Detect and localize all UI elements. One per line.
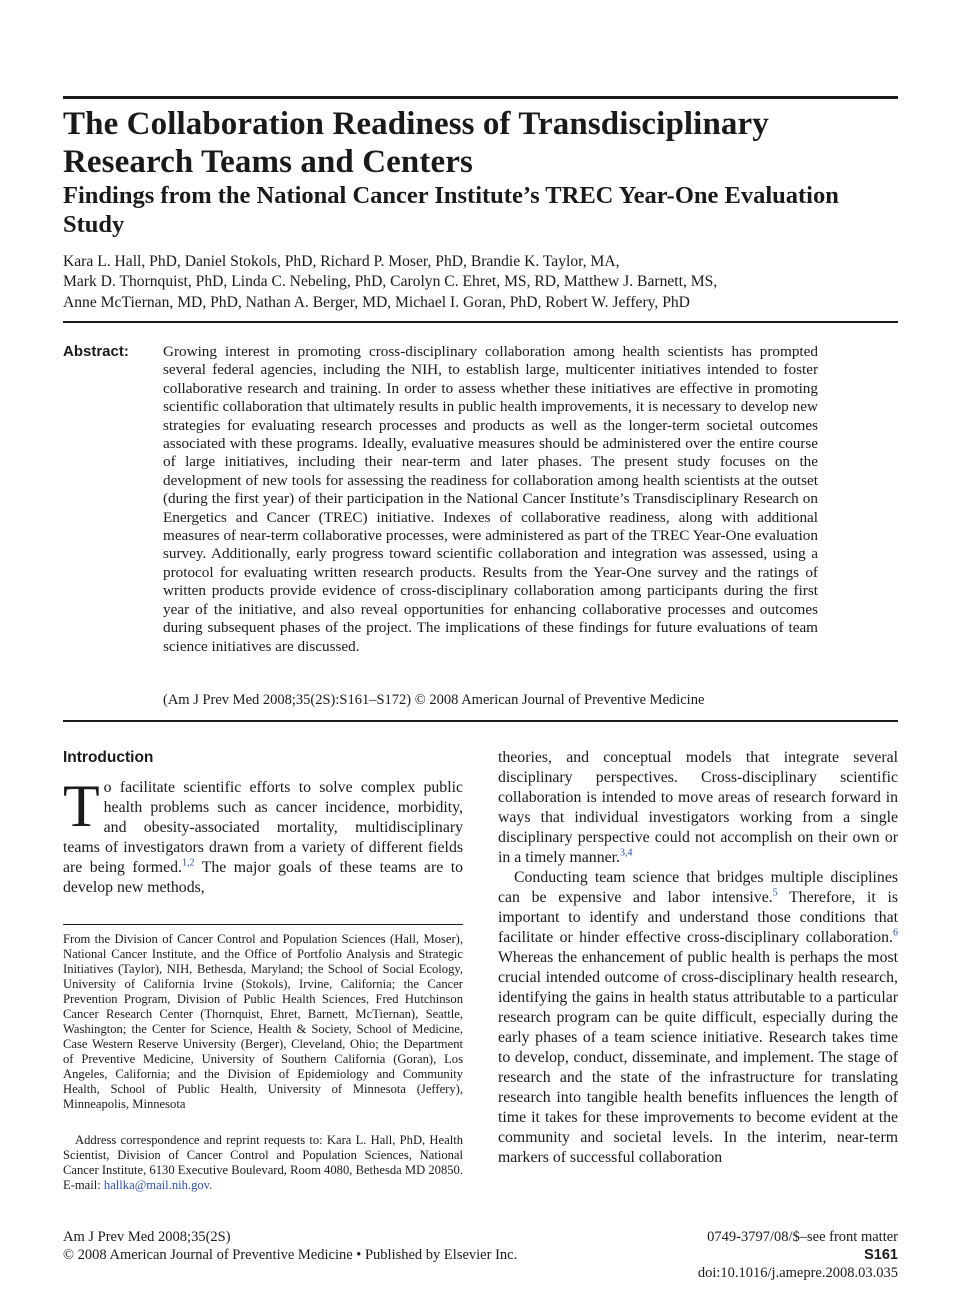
correspondence-text: Address correspondence and reprint requests to: Kara L. Hall, PhD, Health Scientist, Division of Cancer Control and Population Sciences, National Cancer Institute, 6130 Executive Boulevard, Room 4080, Bethesda MD 20850. E-mail: — [63, 1133, 463, 1192]
intro-text: o facilitate scientific efforts to solve complex public health problems such as cancer incidence, morbidity, and obesity-associated mortality, multidisciplinary teams of investigators drawn from a variety of different fields are being formed. — [63, 779, 463, 876]
author-line: Anne McTiernan, MD, PhD, Nathan A. Berger, MD, Michael I. Goran, PhD, Robert W. Jeffery, PhD — [63, 293, 690, 311]
article-title: The Collaboration Readiness of Transdisciplinary Research Teams and Centers — [63, 106, 769, 180]
email-link[interactable]: hallka@mail.nih.gov. — [103, 1178, 213, 1192]
top-rule — [63, 96, 898, 99]
body-text: theories, and conceptual models that integrate several disciplinary perspectives. Cross-disciplinary scientific collaboration is intended to move areas of research forward in ways that individual investigators working from a single disciplinary perspective could not accomplish on their own or in a timely manner. — [498, 749, 898, 866]
body-paragraph — [498, 868, 898, 1168]
issn-text: 0749-3797/08/$–see front matter — [707, 1229, 898, 1245]
body-text: Therefore, it is important to identify and understand those conditions that facilitate or hinder effective cross-disciplinary collaboration. — [498, 889, 898, 946]
abstract-label: Abstract: — [63, 343, 129, 360]
abstract-text: Growing interest in promoting cross-disciplinary collaboration among health scientists has prompted several federal agencies, including the NIH, to establish large, multicenter initiatives intended to foster collaborative research and training. In order to assess whether these initiatives are effective in promoting scientific collaboration that ultimately results in public health improvements, it is necessary to develop new strategies for evaluating research processes and products as well as the longer-term societal outcomes associated with these programs. Ideally, evaluative measures should be administered over the entire course of large initiatives, including their near-term and later phases. The present study focuses on the development of new tools for assessing the readiness for collaboration among health scientists at the outset (during the first year) of their participation in the National Cancer Institute’s Transdisciplinary Research on Energetics and Cancer (TREC) initiative. Indexes of collaborative readiness, along with additional measures of near-term collaborative processes, were administered as part of the TREC Year-One evaluation survey. Additionally, early progress toward scientific collaboration and integration was assessed, using a protocol for evaluating written research products. Results from the Year-One survey and the ratings of written products provide evidence of cross-disciplinary collaboration among participants during the first year of the initiative, and also reveal opportunities for enhancing collaborative processes and outcomes during subsequent phases of the project. The implications of these findings for future evaluations of team science initiatives are discussed. — [163, 343, 818, 655]
reference-link[interactable]: 5 — [772, 887, 778, 899]
abstract-rule — [63, 720, 898, 722]
journal-citation: Am J Prev Med 2008;35(2S) — [63, 1229, 231, 1245]
footnote-rule — [63, 924, 463, 925]
correspondence-footnote — [63, 1133, 463, 1193]
author-line: Kara L. Hall, PhD, Daniel Stokols, PhD, Richard P. Moser, PhD, Brandie K. Taylor, MA, — [63, 253, 620, 270]
footer-right — [560, 1228, 898, 1282]
footer-left — [63, 1228, 517, 1264]
body-paragraph — [498, 748, 898, 868]
drop-cap: T — [63, 773, 100, 839]
author-line: Mark D. Thornquist, PhD, Linda C. Nebeling, PhD, Carolyn C. Ehret, MS, RD, Matthew J. Barnett, MS, — [63, 273, 718, 291]
affiliation-footnote: From the Division of Cancer Control and Population Sciences (Hall, Moser), National Cancer Institute, and the Office of Portfolio Analysis and Strategic Initiatives (Taylor), NIH, Bethesda, Maryland; the School of Social Ecology, University of California Irvine (Stokols), Irvine, California; the Cancer Prevention Program, Division of Public Health Sciences, Fred Hutchinson Cancer Research Center (Thornquist, Ehret, Barnett, McTiernan), Seattle, Washington; the Center for Science, Health & Society, School of Medicine, Case Western Reserve University (Berger), Cleveland, Ohio; the Department of Preventive Medicine, University of Southern California (Goran), Los Angeles, California; and the Division of Epidemiology and Community Health, School of Public Health, University of Minnesota (Jeffery), Minneapolis, Minnesota — [63, 932, 463, 1111]
issn-line — [560, 1228, 898, 1264]
reference-link[interactable]: 6 — [893, 927, 898, 939]
body-text: Conducting team science that bridges multiple disciplines can be expensive and labor intensive. — [498, 869, 898, 906]
left-column — [63, 748, 464, 1192]
copyright-notice: © 2008 American Journal of Preventive Medicine • Published by Elsevier Inc. — [63, 1247, 518, 1263]
intro-paragraph — [63, 773, 464, 898]
reference-link[interactable]: 3,4 — [619, 847, 633, 859]
right-column — [498, 748, 898, 1168]
intro-text-end: The major goals of these teams are to develop new methods, — [63, 859, 464, 896]
body-text: Whereas the enhancement of public health is perhaps the most crucial intended outcome of cross-disciplinary health research, identifying the gains in health status attributable to a particular research program can be quite difficult, especially during the early phases of a team science initiative. Research takes time to develop, conduct, disseminate, and implement. The stage of research and the state of the infrastructure for translating research into tangible health benefits influences the length of time it takes for these improvements to become evident at the community and societal levels. In the interim, near-term markers of successful collaboration — [498, 949, 898, 1166]
abstract-citation: (Am J Prev Med 2008;35(2S):S161–S172) © 2008 American Journal of Preventive Medicine — [163, 692, 705, 708]
author-list — [63, 252, 898, 313]
page-number: S161 — [864, 1247, 898, 1263]
article-subtitle: Findings from the National Cancer Institute’s TREC Year-One Evaluation Study — [63, 182, 839, 238]
section-heading-introduction: Introduction — [63, 749, 154, 766]
authors-rule — [63, 321, 898, 323]
reference-link[interactable]: 1,2 — [181, 857, 195, 869]
doi-text[interactable]: doi:10.1016/j.amepre.2008.03.035 — [697, 1265, 898, 1281]
